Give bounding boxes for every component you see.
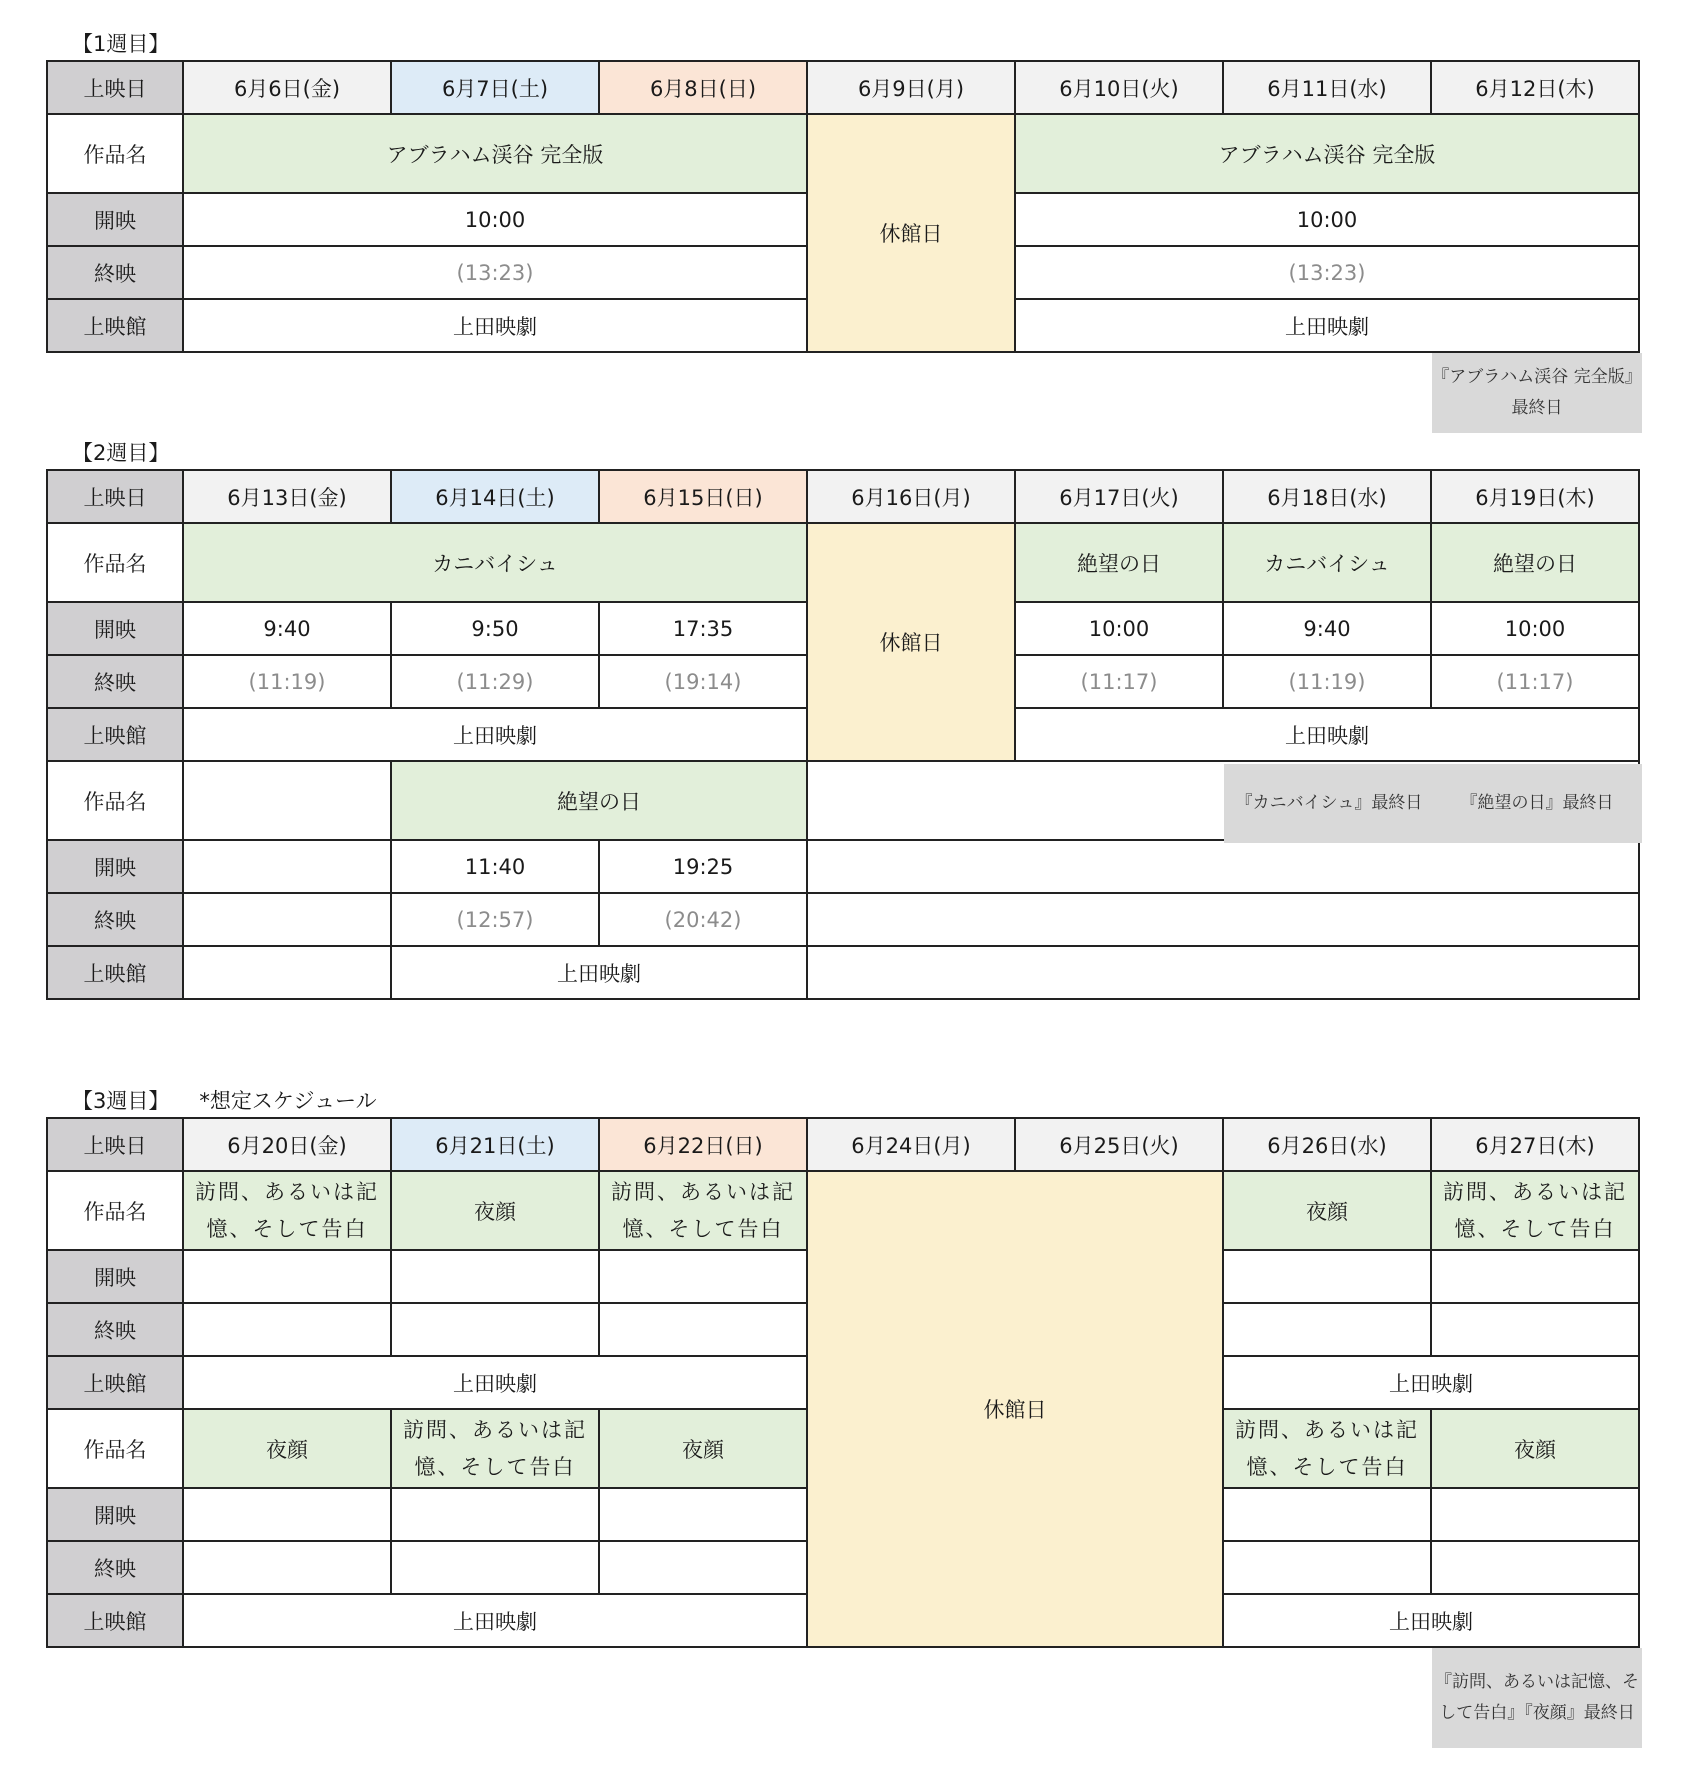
empty-cell (807, 840, 1639, 893)
row-header-end: 終映 (47, 655, 183, 708)
film-row (47, 523, 1639, 602)
venue-row-second-screening (47, 946, 1639, 999)
date-row (47, 470, 1639, 523)
row-header-title: 作品名 (47, 1409, 183, 1488)
film-title-cell: 夜顔 (1223, 1171, 1431, 1250)
final-day-note: 『カニバイシュ』最終日 (1224, 764, 1434, 843)
final-day-note: 『訪問、あるいは記憶、そして告白』『夜顔』最終日 (1432, 1648, 1642, 1748)
end-time-cell: (20:42) (599, 893, 807, 946)
start-time-cell (599, 1488, 807, 1541)
final-day-note: 『絶望の日』最終日 (1432, 764, 1642, 843)
row-header-venue: 上映館 (47, 708, 183, 761)
row-header-title: 作品名 (47, 114, 183, 193)
start-time-cell: 10:00 (183, 193, 807, 246)
date-cell: 6月26日(水) (1223, 1118, 1431, 1171)
row-header-venue: 上映館 (47, 299, 183, 352)
week3-schedule-table (46, 1117, 1640, 1648)
start-time-cell (1431, 1488, 1639, 1541)
end-time-cell (599, 1303, 807, 1356)
film-title-cell: カニバイシュ (1223, 523, 1431, 602)
date-row (47, 1118, 1639, 1171)
closed-day-cell: 休館日 (807, 1171, 1223, 1647)
date-cell: 6月20日(金) (183, 1118, 391, 1171)
start-time-cell: 9:50 (391, 602, 599, 655)
date-cell: 6月16日(月) (807, 470, 1015, 523)
film-title-cell: 訪問、あるいは記憶、そして告白 (1431, 1171, 1639, 1250)
end-time-cell: (19:14) (599, 655, 807, 708)
film-title-cell: 夜顔 (1431, 1409, 1639, 1488)
row-header-venue: 上映館 (47, 1356, 183, 1409)
venue-cell: 上田映劇 (183, 1356, 807, 1409)
date-cell: 6月6日(金) (183, 61, 391, 114)
start-time-cell: 10:00 (1431, 602, 1639, 655)
closed-day-cell: 休館日 (807, 523, 1015, 761)
start-time-cell: 10:00 (1015, 193, 1639, 246)
date-cell: 6月25日(火) (1015, 1118, 1223, 1171)
date-cell: 6月24日(月) (807, 1118, 1015, 1171)
row-header-title: 作品名 (47, 761, 183, 840)
row-header-end: 終映 (47, 1303, 183, 1356)
week3-subtitle: *想定スケジュール (199, 1089, 377, 1113)
start-time-cell (1223, 1488, 1431, 1541)
end-time-cell: (11:19) (1223, 655, 1431, 708)
end-time-cell (391, 1303, 599, 1356)
film-title-cell: 絶望の日 (1431, 523, 1639, 602)
start-time-cell: 10:00 (1015, 602, 1223, 655)
end-time-cell: (11:19) (183, 655, 391, 708)
row-header-date: 上映日 (47, 61, 183, 114)
row-header-end: 終映 (47, 1541, 183, 1594)
date-cell-sunday: 6月8日(日) (599, 61, 807, 114)
date-cell-saturday: 6月7日(土) (391, 61, 599, 114)
venue-cell: 上田映劇 (183, 1594, 807, 1647)
week2-schedule-table (46, 469, 1640, 1000)
start-time-cell: 9:40 (183, 602, 391, 655)
date-cell: 6月9日(月) (807, 61, 1015, 114)
end-time-cell: (11:17) (1015, 655, 1223, 708)
row-header-end: 終映 (47, 246, 183, 299)
venue-cell: 上田映劇 (183, 299, 807, 352)
row-header-date: 上映日 (47, 470, 183, 523)
row-header-title: 作品名 (47, 1171, 183, 1250)
start-time-cell: 19:25 (599, 840, 807, 893)
film-title-cell: カニバイシュ (183, 523, 807, 602)
row-header-end: 終映 (47, 893, 183, 946)
film-title-cell: アブラハム渓谷 完全版 (183, 114, 807, 193)
film-title-cell: 訪問、あるいは記憶、そして告白 (183, 1171, 391, 1250)
row-header-start: 開映 (47, 602, 183, 655)
venue-cell: 上田映劇 (1223, 1594, 1639, 1647)
start-time-cell: 17:35 (599, 602, 807, 655)
end-time-cell: (11:29) (391, 655, 599, 708)
film-title-cell: 絶望の日 (391, 761, 807, 840)
end-time-cell (391, 1541, 599, 1594)
film-title-cell: 絶望の日 (1015, 523, 1223, 602)
end-time-cell (183, 1303, 391, 1356)
start-time-cell (391, 1488, 599, 1541)
date-cell-saturday: 6月14日(土) (391, 470, 599, 523)
end-time-cell (599, 1541, 807, 1594)
end-time-cell: (13:23) (183, 246, 807, 299)
empty-cell (183, 893, 391, 946)
row-header-start: 開映 (47, 1488, 183, 1541)
date-cell: 6月10日(火) (1015, 61, 1223, 114)
date-row (47, 61, 1639, 114)
empty-cell (183, 946, 391, 999)
start-row-second-screening (47, 840, 1639, 893)
date-cell: 6月19日(木) (1431, 470, 1639, 523)
start-time-cell (1431, 1250, 1639, 1303)
row-header-date: 上映日 (47, 1118, 183, 1171)
week3-heading: 【3週目】 (72, 1089, 170, 1113)
venue-cell: 上田映劇 (391, 946, 807, 999)
film-title-cell: アブラハム渓谷 完全版 (1015, 114, 1639, 193)
week3-title (72, 1085, 377, 1115)
empty-cell (807, 946, 1639, 999)
film-title-cell: 夜顔 (183, 1409, 391, 1488)
film-title-cell: 訪問、あるいは記憶、そして告白 (599, 1171, 807, 1250)
start-time-cell: 9:40 (1223, 602, 1431, 655)
start-time-cell (1223, 1250, 1431, 1303)
week1-schedule-table (46, 60, 1640, 353)
row-header-start: 開映 (47, 1250, 183, 1303)
end-time-cell: (11:17) (1431, 655, 1639, 708)
date-cell: 6月12日(木) (1431, 61, 1639, 114)
final-day-note: 『アブラハム渓谷 完全版』最終日 (1432, 353, 1642, 433)
end-time-cell (1223, 1303, 1431, 1356)
date-cell-sunday: 6月22日(日) (599, 1118, 807, 1171)
start-time-cell (391, 1250, 599, 1303)
start-time-cell (183, 1488, 391, 1541)
end-time-cell: (13:23) (1015, 246, 1639, 299)
venue-cell: 上田映劇 (1223, 1356, 1639, 1409)
film-title-cell: 夜顔 (599, 1409, 807, 1488)
row-header-start: 開映 (47, 840, 183, 893)
venue-cell: 上田映劇 (1015, 299, 1639, 352)
venue-cell: 上田映劇 (1015, 708, 1639, 761)
start-time-cell: 11:40 (391, 840, 599, 893)
row-header-venue: 上映館 (47, 1594, 183, 1647)
row-header-venue: 上映館 (47, 946, 183, 999)
date-cell: 6月13日(金) (183, 470, 391, 523)
film-title-cell: 夜顔 (391, 1171, 599, 1250)
venue-cell: 上田映劇 (183, 708, 807, 761)
week2-title: 【2週目】 (72, 441, 170, 465)
start-time-cell (599, 1250, 807, 1303)
row-header-start: 開映 (47, 193, 183, 246)
film-title-cell: 訪問、あるいは記憶、そして告白 (391, 1409, 599, 1488)
end-time-cell (183, 1541, 391, 1594)
week1-title: 【1週目】 (72, 32, 170, 56)
date-cell: 6月27日(木) (1431, 1118, 1639, 1171)
date-cell-sunday: 6月15日(日) (599, 470, 807, 523)
empty-cell (807, 893, 1639, 946)
end-time-cell (1431, 1303, 1639, 1356)
closed-day-cell: 休館日 (807, 114, 1015, 352)
film-row (47, 1171, 1639, 1250)
empty-cell (183, 840, 391, 893)
date-cell: 6月17日(火) (1015, 470, 1223, 523)
end-row-second-screening (47, 893, 1639, 946)
date-cell-saturday: 6月21日(土) (391, 1118, 599, 1171)
film-row (47, 114, 1639, 193)
end-time-cell (1223, 1541, 1431, 1594)
end-time-cell: (12:57) (391, 893, 599, 946)
film-title-cell: 訪問、あるいは記憶、そして告白 (1223, 1409, 1431, 1488)
start-time-cell (183, 1250, 391, 1303)
date-cell: 6月11日(水) (1223, 61, 1431, 114)
empty-cell (183, 761, 391, 840)
date-cell: 6月18日(水) (1223, 470, 1431, 523)
row-header-title: 作品名 (47, 523, 183, 602)
end-time-cell (1431, 1541, 1639, 1594)
